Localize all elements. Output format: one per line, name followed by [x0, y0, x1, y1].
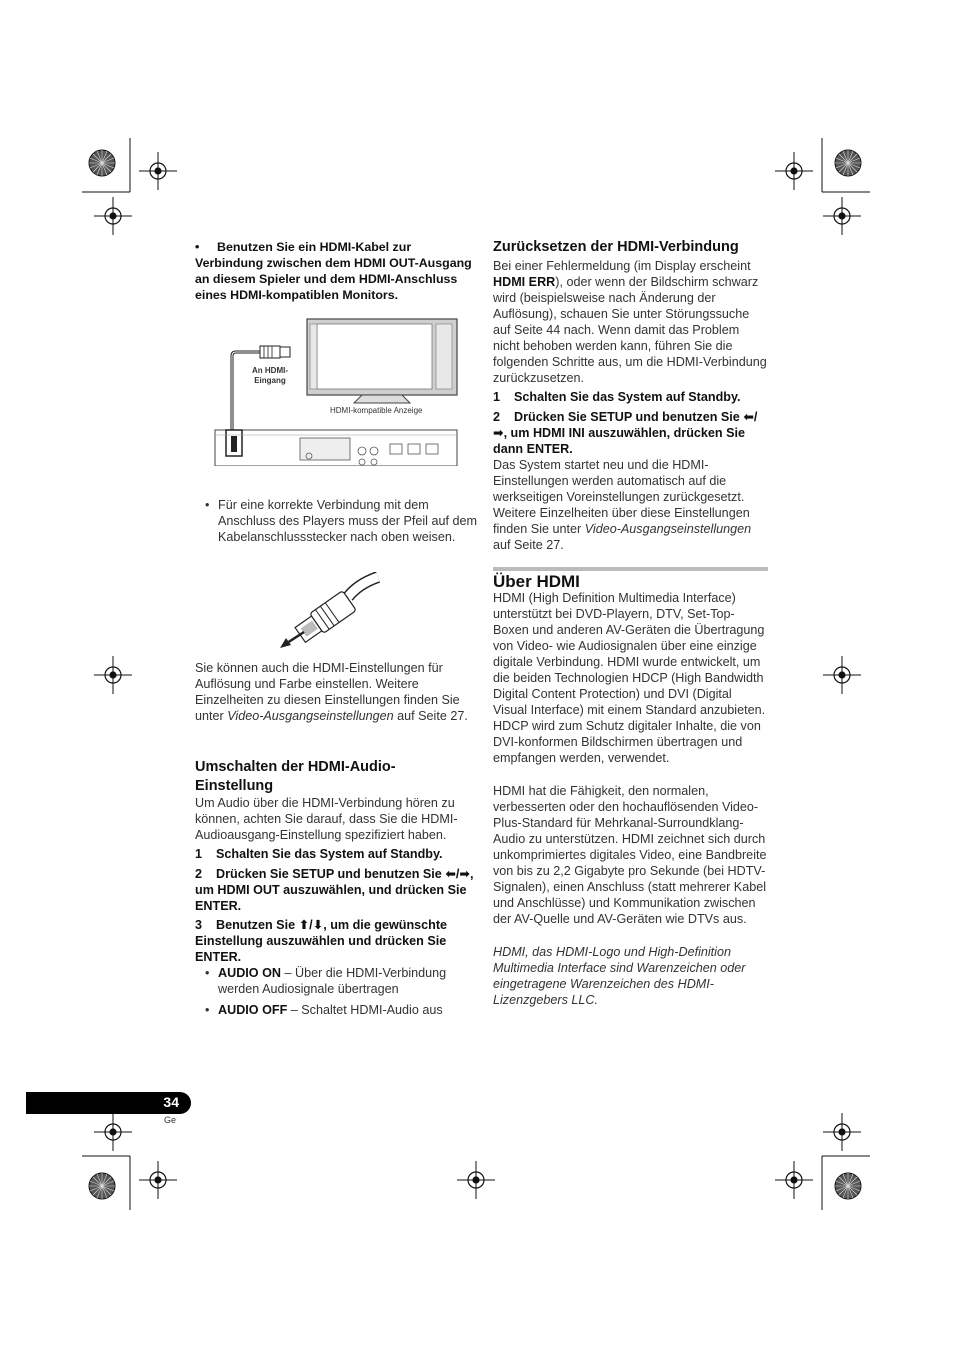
- registration-mark-icon: [823, 197, 861, 235]
- starburst-icon: [89, 150, 115, 176]
- tv-illustration: [307, 319, 457, 403]
- registration-mark-icon: [823, 1113, 861, 1151]
- trademark-notice: HDMI, das HDMI-Logo und High-Definition Multimedia Interface sind Warenzeichen oder eingetragene Warenzeichen des HDMI-Lizenzgebers LLC.: [493, 945, 746, 1007]
- hdmi-settings-paragraph: Sie können auch die HDMI-Einstellungen für Auflösung und Farbe einstellen. Weitere Einzelheiten zu diesen Einstellungen finden Sie unter Video-Ausgangseinstellungen auf Seite 27.: [195, 661, 468, 723]
- registration-mark-icon: [775, 152, 813, 190]
- bullet-arrow-orientation: • Für eine korrekte Verbindung mit dem Anschluss des Players muss der Pfeil auf dem Kabelanschlussstecker nach oben weisen.: [205, 498, 477, 544]
- starburst-icon: [835, 150, 861, 176]
- registration-mark-icon: [139, 1161, 177, 1199]
- diagram-label-display: HDMI-kompatible Anzeige: [330, 406, 423, 415]
- left-step-2: 2 Drücken Sie SETUP und benutzen Sie ⬅/➡, um HDMI OUT auszuwählen, und drücken Sie ENTER.: [195, 867, 474, 913]
- right-step-2: 2 Drücken Sie SETUP und benutzen Sie ⬅/➡, um HDMI INI auszuwählen, drücken Sie dann ENTER.: [493, 410, 758, 456]
- hdmi-audio-intro: Um Audio über die HDMI-Verbindung hören zu können, achten Sie darauf, dass Sie die HDMI-Audioausgang-Einstellung spezifiziert haben.: [195, 796, 458, 842]
- player-rear-panel: [215, 430, 457, 466]
- registration-mark-icon: [775, 1161, 813, 1199]
- about-hdmi-paragraph-1: HDMI (High Definition Multimedia Interface) unterstützt bei DVD-Playern, DTV, Set-Top-Boxen und anderen AV-Geräten die Übertragung von Video- wie Audiosignalen über eine einzige digitale Verbindung. HDMI wurde entwickelt, um die beiden Technologien HDCP (High Bandwidth Digital Content Protection) und DVI (Digital Visual Interface) mit einem Standard anzubieten. HDCP wird zum Schutz digitaler Inhalte, die von DVI-konformen Bildschirmen übertragen und empfangen werden, verwendet.: [493, 591, 766, 765]
- bullet-hdmi-cable: • Benutzen Sie ein HDMI-Kabel zur Verbindung zwischen dem HDMI OUT-Ausgang an diesem Spieler und dem HDMI-Anschluss eines HDMI-kompatiblen Monitors.: [195, 240, 472, 302]
- left-arrow-icon: ⬅: [445, 867, 456, 881]
- section-title-hdmi-audio: Umschalten der HDMI-Audio-Einstellung: [195, 759, 396, 794]
- direction-arrow-icon: [280, 632, 304, 648]
- registration-mark-icon: [457, 1161, 495, 1199]
- reset-result: Das System startet neu und die HDMI-Einstellungen werden automatisch auf die werkseitigen Voreinstellungen zurückgesetzt. Weitere Einzelheiten über diese Einstellungen finden Sie unter Video-Ausgangseinstellungen auf Seite 27.: [493, 458, 752, 552]
- connection-diagram: [212, 316, 462, 466]
- section-title-reset-hdmi: Zurücksetzen der HDMI-Verbindung: [493, 239, 739, 255]
- left-step-3: 3 Benutzen Sie ⬆/⬇, um die gewünschte Einstellung auszuwählen und drücken Sie ENTER.: [195, 918, 448, 964]
- registration-mark-icon: [94, 197, 132, 235]
- about-hdmi-paragraph-2: HDMI hat die Fähigkeit, den normalen, verbesserten oder den hochauflösenden Video-Plus-Standard für Mehrkanal-Surroundklang-Audio zu unterstützen. HDMI zeichnet sich durch unkomprimiertes digitales Video, eine Bandbreite von bis zu 2,2 Gigabyte pro Sekunde (bei HDTV-Signalen), einen Anschluss (statt mehrerer Kabel und Anschlüsse) und Kommunikation zwischen der AV-Quelle und AV-Geräten wie DTVs aus.: [493, 784, 767, 926]
- up-arrow-icon: ⬆: [298, 918, 310, 932]
- down-arrow-icon: ⬇: [312, 918, 324, 932]
- left-step-1: 1 Schalten Sie das System auf Standby.: [195, 847, 443, 861]
- page-number: 34: [163, 1094, 179, 1110]
- hdmi-plug-illustration: [260, 346, 290, 358]
- option-audio-off: • AUDIO OFF – Schaltet HDMI-Audio aus: [205, 1003, 443, 1017]
- section-divider: [493, 567, 768, 571]
- hdmi-connector-illustration: [278, 572, 398, 652]
- starburst-icon: [835, 1173, 861, 1199]
- registration-mark-icon: [823, 656, 861, 694]
- registration-mark-icon: [94, 1113, 132, 1151]
- section-title-about-hdmi: Über HDMI: [493, 572, 580, 591]
- registration-mark-icon: [139, 152, 177, 190]
- page-number-tab: [26, 1092, 191, 1114]
- option-audio-on: • AUDIO ON – Über die HDMI-Verbindung werden Audiosignale übertragen: [205, 966, 447, 996]
- right-arrow-icon: ➡: [493, 426, 504, 440]
- starburst-icon: [89, 1173, 115, 1199]
- registration-mark-icon: [94, 656, 132, 694]
- diagram-label-hdmi-input: An HDMI- Eingang: [252, 366, 288, 385]
- right-step-1: 1 Schalten Sie das System auf Standby.: [493, 390, 741, 404]
- right-arrow-icon: ➡: [459, 867, 470, 881]
- reset-intro: Bei einer Fehlermeldung (im Display erscheint HDMI ERR), oder wenn der Bildschirm schwarz wird (beispielsweise nach Änderung der Auflösung), schauen Sie unter Störungssuche auf Seite 44 nach. Wenn damit das Problem nicht behoben werden kann, führen Sie die folgenden Schritte aus, um die HDMI-Verbindung zurückzusetzen.: [493, 259, 767, 385]
- left-arrow-icon: ⬅: [743, 410, 754, 424]
- language-code: Ge: [164, 1115, 177, 1125]
